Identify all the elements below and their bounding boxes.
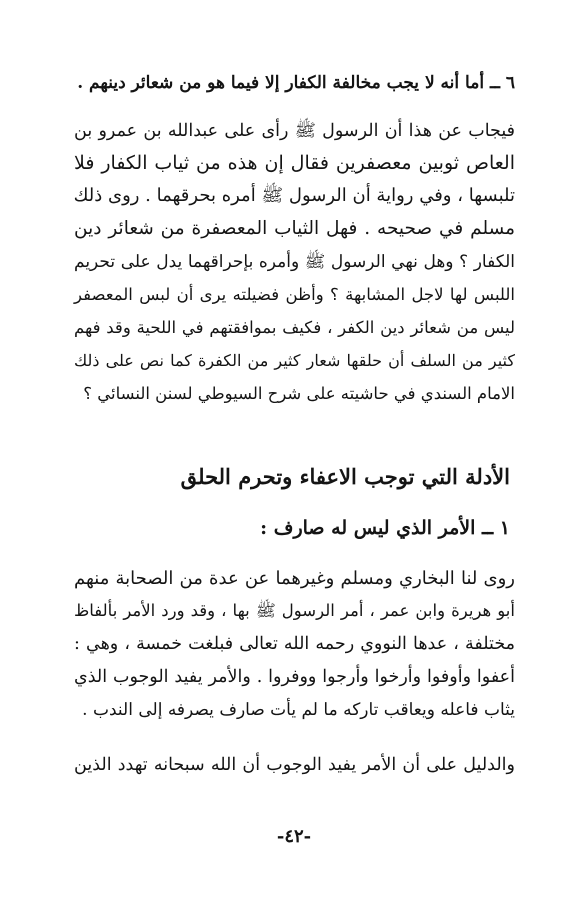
paragraph-2-line-3: مختلفة ، عدها النووي رحمه الله تعالى فبلغت خمسة ، وهي : [74, 634, 515, 654]
subsection-heading: ١ ــ الأمر الذي ليس له صارف : [260, 517, 510, 539]
paragraph-2-line-1: روى لنا البخاري ومسلم وغيرهما عن عدة من الصحابة منهم [74, 568, 515, 589]
paragraph-1-line-4: مسلم في صحيحه . فهل الثياب المعصفرة من شعائر دين [74, 218, 515, 239]
paragraph-1-line-9: الامام السندي في حاشيته على شرح السيوطي لسنن النسائي ؟ [83, 384, 515, 403]
paragraph-1-line-2: العاص ثوبين معصفرين فقال إن هذه من ثياب الكفار فلا [74, 152, 515, 174]
paragraph-1-line-5: الكفار ؟ وهل نهي الرسول ﷺ وأمره بإحراقهما يدل على تحريم [74, 252, 515, 272]
paragraph-2-line-4: أعفوا وأوفوا وأرخوا وأرجوا ووفروا . والأمر يفيد الوجوب الذي [74, 667, 515, 687]
paragraph-1-line-7: ليس من شعائر دين الكفر ، فكيف بموافقتهم في اللحية وقد فهم [74, 318, 515, 337]
item-6-text: ٦ ــ أما أنه لا يجب مخالفة الكفار إلا فيما هو من شعائر دينهم . [77, 73, 515, 93]
paragraph-1-line-8: كثير من السلف أن حلقها شعار كثير من الكفرة كما نص على ذلك [74, 351, 515, 370]
paragraph-3-line-1: والدليل على أن الأمر يفيد الوجوب أن الله سبحانه تهدد الذين [74, 755, 515, 775]
page-number: -٤٢- [276, 826, 312, 847]
paragraph-1-line-3: تلبسها ، وفي رواية أن الرسول ﷺ أمره بحرقهما . روى ذلك [73, 185, 515, 206]
paragraph-2-line-2: أبو هريرة وابن عمر ، أمر الرسول ﷺ بها ، وقد ورد الأمر بألفاظ [74, 601, 515, 620]
paragraph-1-line-6: اللبس لها لاجل المشابهة ؟ وأظن فضيلته يرى أن لبس المعصفر [74, 285, 515, 304]
paragraph-2-line-5: يثاب فاعله ويعاقب تاركه ما لم يأت صارف يصرفه إلى الندب . [82, 700, 515, 720]
paragraph-1-line-1: فيجاب عن هذا أن الرسول ﷺ رأى على عبدالله بن عمرو بن [74, 121, 515, 141]
section-heading: الأدلة التي توجب الاعفاء وتحرم الحلق [180, 464, 510, 489]
